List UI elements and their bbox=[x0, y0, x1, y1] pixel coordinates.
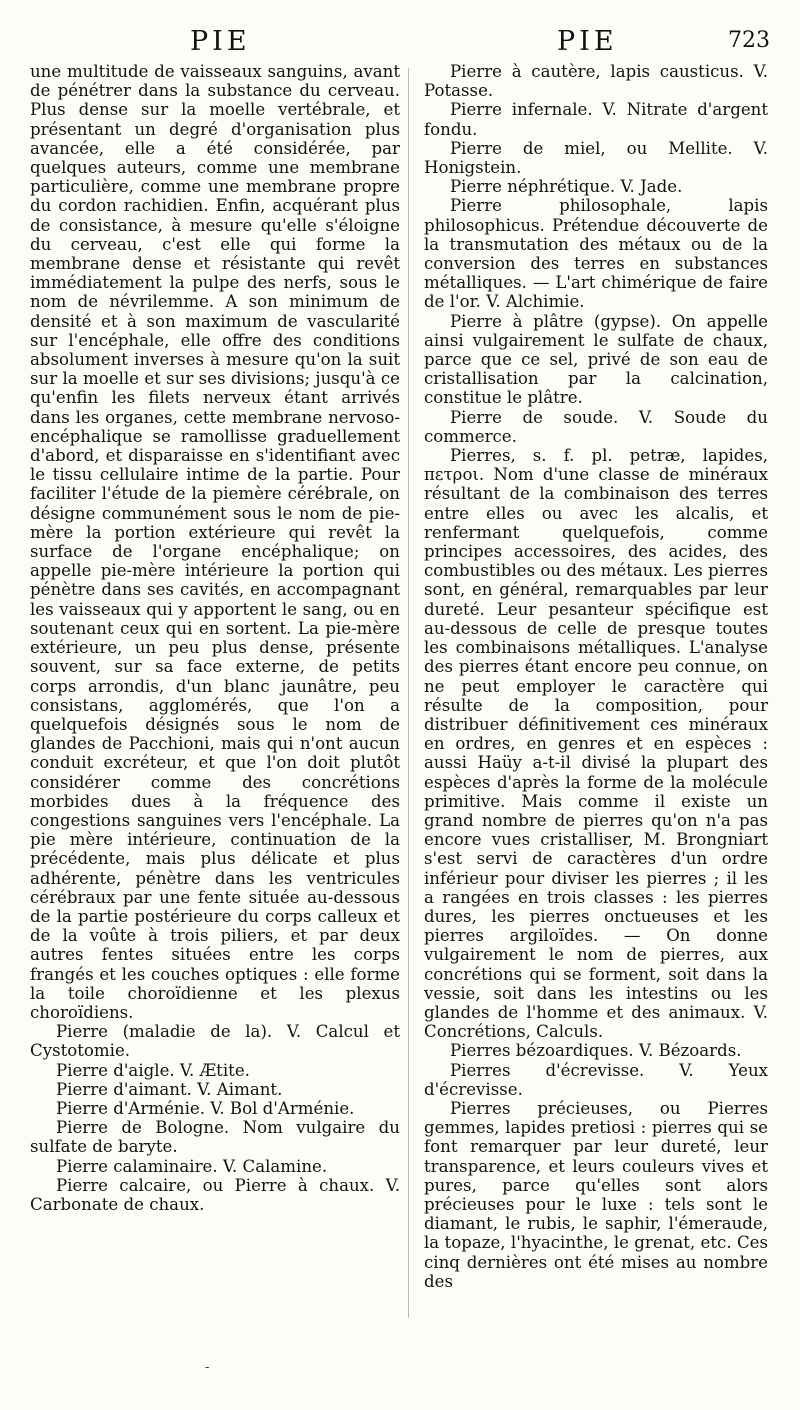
entry-pierre-calcaire: Pierre calcaire, ou Pierre à chaux. V. Carbonate de chaux. bbox=[30, 1175, 400, 1214]
right-column bbox=[424, 62, 768, 1291]
left-column bbox=[30, 62, 400, 1214]
entry-pierres-bezoardiques: Pierres bézoardiques. V. Bézoards. bbox=[450, 1041, 742, 1061]
entry-pierre-infernale: Pierre infernale. V. Nitrate d'argent fondu. bbox=[424, 100, 768, 139]
entry-pierre-d-aimant: Pierre d'aimant. V. Aimant. bbox=[56, 1079, 283, 1099]
entry-pierre-calaminaire: Pierre calaminaire. V. Calamine. bbox=[56, 1156, 328, 1176]
entry-pierre-de-miel: Pierre de miel, ou Mellite. V. Honigstein. bbox=[424, 138, 768, 178]
entry-pierres-d-ecrevisse: Pierres d'écrevisse. V. Yeux d'écrevisse. bbox=[424, 1060, 768, 1099]
column-divider bbox=[408, 68, 409, 1318]
entry-pierres: Pierres, s. f. pl. petræ, lapides, πετροι. Nom d'une classe de minéraux résultant de la combinaison des terres entre elles ou avec les alcalis, et renfermant quelquefois, comme principes accessoires, des acides, des combustibles ou des métaux. Les pierres sont, en général, remarquables par leur dureté. Leur pesanteur spécifique est au-dessous de celle de presque toutes les combinaisons métalliques. L'analyse des pierres étant encore peu connue, on ne peut employer le caractère qui résulte de la composition, pour distribuer définitivement ces minéraux en ordres, en genres et en espèces : aussi Haüy a-t-il divisé la plupart des espèces d'après la forme de la molécule primitive. Mais comme il existe un grand nombre de pierres qu'on n'a pas encore vues cristalliser, M. Brongniart s'est servi de caractères d'un ordre inférieur pour diviser les pierres ; il les a rangées en trois classes : les pierres dures, les pierres onctueuses et les pierres argiloïdes. — On donne vulgairement le nom de pierres, aux concrétions qui se forment, soit dans la vessie, soit dans les intestins ou les glandes de l'homme et des animaux. V. Concrétions, Calculs. bbox=[424, 446, 768, 1042]
running-head-left: PIE bbox=[190, 26, 251, 57]
entry-pierre-de-soude: Pierre de soude. V. Soude du commerce. bbox=[424, 407, 768, 446]
entry-pierre-a-platre: Pierre à plâtre (gypse). On appelle ainsi vulgairement le sulfate de chaux, parce que ce sel, privé de son eau de cristallisation par la calcination, constitue le plâtre. bbox=[424, 311, 768, 408]
page-header bbox=[0, 26, 800, 62]
page-footer bbox=[0, 1360, 800, 1390]
entry-pie-mere-continuation: une multitude de vaisseaux sanguins, avant de pénétrer dans la substance du cerveau. Plus dense sur la moelle vertébrale, et présentant un degré d'organisation plus avancée, elle a été considérée, par quelques auteurs, comme une membrane particulière, comme une membrane propre du cordon rachidien. Enfin, acquérant plus de consistance, à mesure qu'elle s'éloigne du cerveau, c'est elle qui forme la membrane dense et résistante qui revêt immédiatement la pulpe des nerfs, sous le nom de névrilemme. A son minimum de densité et à son maximum de vascularité sur l'encéphale, elle offre des conditions absolument inverses à mesure qu'on la suit sur la moelle et sur ses divisions; jusqu'à ce qu'enfin les filets nerveux étant arrivés dans les organes, cette membrane nervoso-encéphalique se ramollisse graduellement d'abord, et disparaisse en s'identifiant avec le tissu cellulaire intime de la partie. Pour faciliter l'étude de la piemère cérébrale, on désigne communément sous le nom de pie-mère la portion extérieure qui revêt la surface de l'organe encéphalique; on appelle pie-mère intérieure la portion qui pénètre dans ses cavités, en accompagnant les vaisseaux qui y apportent le sang, ou en soutenant ceux qui en sortent. La pie-mère extérieure, un peu plus dense, présente souvent, sur sa face externe, de petits corps arrondis, d'un blanc jaunâtre, peu consistans, agglomérés, que l'on a quelquefois désignés sous le nom de glandes de Pacchioni, mais qui n'ont aucun conduit excréteur, et que l'on doit plutôt considérer comme des concrétions morbides dues à la fréquence des congestions sanguines vers l'encéphale. La pie mère intérieure, continuation de la précédente, mais plus délicate et plus adhérente, pénètre dans les ventricules cérébraux par une fente située au-dessous de la partie postérieure du corps calleux et de la voûte à trois piliers, et par deux autres fentes situées entre les corps frangés et les couches optiques : elle forme la toile choroïdienne et les plexus choroïdiens. bbox=[30, 62, 400, 1022]
entry-pierres-precieuses: Pierres précieuses, ou Pierres gemmes, lapides pretiosi : pierres qui se font remarquer par leur dureté, leur transparence, et leurs couleurs vives et pures, parce qu'elles sont alors précieuses pour le luxe : tels sont le diamant, le rubis, le saphir, l'émeraude, la topaze, l'hyacinthe, le grenat, etc. Ces cinq dernières ont été mises au nombre des bbox=[424, 1098, 768, 1291]
page-number: 723 bbox=[728, 28, 770, 53]
entry-pierre-nephretique: Pierre néphrétique. V. Jade. bbox=[450, 177, 683, 197]
entry-pierre-de-bologne: Pierre de Bologne. Nom vulgaire du sulfate de baryte. bbox=[30, 1118, 400, 1157]
footer-mark: - bbox=[205, 1360, 210, 1375]
entry-pierre-d-aigle: Pierre d'aigle. V. Ætite. bbox=[56, 1060, 250, 1080]
entry-pierre-philosophale: Pierre philosophale, lapis philosophicus. Prétendue découverte de la transmutation des métaux ou de la conversion des terres en substances métalliques. — L'art chimérique de faire de l'or. V. Alchimie. bbox=[424, 196, 768, 312]
entry-pierre-a-cautere: Pierre à cautère, lapis causticus. V. Potasse. bbox=[424, 62, 768, 101]
entry-pierre-d-armenie: Pierre d'Arménie. V. Bol d'Arménie. bbox=[56, 1098, 355, 1118]
running-head-right: PIE bbox=[557, 26, 618, 57]
entry-pierre-maladie: Pierre (maladie de la). V. Calcul et Cystotomie. bbox=[30, 1022, 400, 1061]
